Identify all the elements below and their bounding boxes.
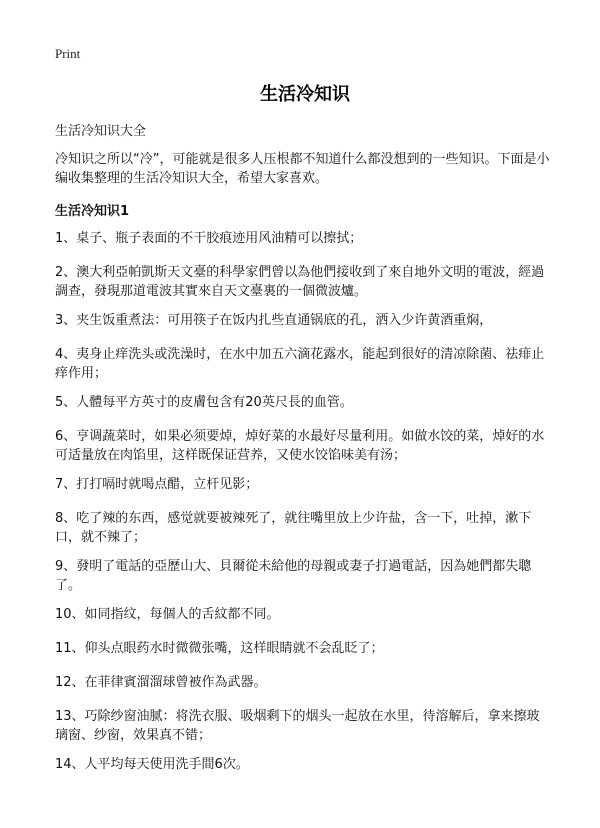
list-item: 1、桌子、瓶子表面的不干胶痕迹用风油精可以擦拭； bbox=[55, 231, 363, 246]
list-item: 6、亨调蔬菜时，如果必须要焯，焯好菜的水最好尽量利用。如做水饺的菜，焯好的水可适量放在肉馅里，这样既保证营养，又使水饺馅味美有汤； bbox=[55, 429, 545, 463]
list-item: 2、澳大利亞帕凱斯天文臺的科學家們曾以為他們接收到了來自地外文明的電波，經過調查，發現那道電波其實來自天文臺裏的一個微波爐。 bbox=[55, 265, 545, 299]
list-item: 9、發明了電話的亞歷山大、貝爾從未給他的母親或妻子打過電話，因為她們都失聰了。 bbox=[55, 559, 532, 593]
list-item: 11、仰头点眼药水时微微张嘴，这样眼睛就不会乱眨了； bbox=[55, 641, 384, 656]
fact-list bbox=[55, 229, 550, 789]
list-item: 3、夹生饭重煮法：可用筷子在饭内扎些直通锅底的孔，洒入少许黄酒重焖， bbox=[55, 313, 493, 328]
section-heading: 生活冷知识1 bbox=[55, 204, 130, 219]
list-item: 8、吃了辣的东西，感觉就要被辣死了，就往嘴里放上少许盐，含一下，吐掉，漱下口，就不辣了； bbox=[55, 511, 532, 545]
list-item: 14、人平均每天使用洗手間6次。 bbox=[55, 757, 249, 772]
list-item: 4、夷身止痒洗头或洗澡时，在水中加五六滴花露水，能起到很好的清凉除菌、祛痱止痒作用； bbox=[55, 347, 545, 381]
list-item: 5、人體每平方英寸的皮膚包含有20英尺長的血管。 bbox=[55, 395, 353, 410]
list-item: 13、巧除纱窗油腻：将洗衣服、吸烟剩下的烟头一起放在水里，待溶解后，拿来擦玻璃窗、纱窗，效果真不错； bbox=[55, 709, 540, 743]
print-label: Print bbox=[55, 46, 81, 61]
list-item: 12、在菲律賓溜溜球曾被作為武器。 bbox=[55, 675, 267, 690]
document-subtitle: 生活冷知识大全 bbox=[55, 124, 147, 139]
intro-paragraph: 冷知识之所以“冷”，可能就是很多人压根都不知道什么都没想到的一些知识。下面是小编收集整理的生活冷知识大全，希望大家喜欢。 bbox=[55, 152, 550, 186]
page-title: 生活冷知识 bbox=[260, 84, 350, 105]
list-item: 10、如同指纹，每個人的舌紋都不同。 bbox=[55, 607, 280, 622]
list-item: 7、打打嗝时就喝点醋，立杆见影； bbox=[55, 477, 259, 492]
